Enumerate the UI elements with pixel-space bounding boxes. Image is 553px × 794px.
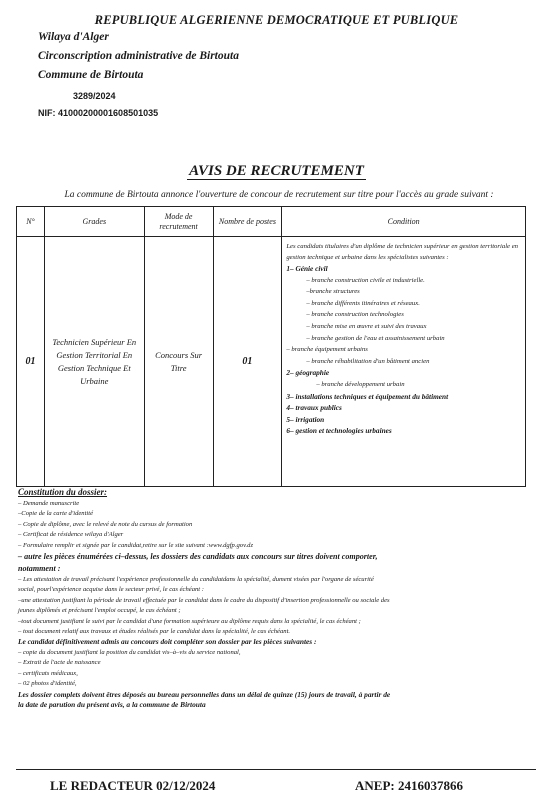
condition-item: 4– travaux publics: [286, 403, 342, 413]
deadline-line: la date de parution du présent avis, a la commune de Birtouta: [18, 699, 206, 709]
notamment-line: notamment :: [18, 564, 61, 574]
admis-item: – copie du document justifiant la position du candidat vis–à–vis du service national,: [18, 648, 241, 656]
header-mode: Mode de recrutement: [144, 207, 213, 237]
page-title: AVIS DE RECRUTEMENT: [189, 163, 364, 179]
row-condition: [282, 237, 526, 487]
header-num: N°: [17, 207, 45, 237]
dossier-section: [18, 486, 533, 710]
dossier-item: – Certificat de résidence wilaya d'Alger: [18, 531, 124, 539]
republic-heading: REPUBLIQUE ALGERIENNE DEMOCRATIQUE ET PUBLIQUE: [94, 13, 459, 27]
row-postes: 01: [213, 237, 282, 487]
condition-item: – branche construction civile et industrielle.: [306, 276, 425, 284]
notamment-item: – tout document relatif aux travaux et études réalisés par le candidat dans la spécialité, le cas échéant.: [18, 628, 291, 636]
footer-divider: [16, 769, 536, 770]
dossier-item: –Copie de la carte d'identité: [18, 510, 94, 518]
dossier-item: – Demande manuscrite: [18, 500, 80, 507]
condition-item: – branche équipement urbains: [286, 346, 368, 354]
condition-item: – branche développement urbain: [316, 380, 405, 388]
row-grade: Technicien Supérieur En Gestion Territorial En Gestion Technique Et Urbaine: [44, 237, 144, 487]
circonscription-line: Circonscription administrative de Birtouta: [38, 50, 239, 62]
footer-anep: ANEP: 2416037866: [355, 778, 463, 793]
condition-item: – branche réhabilitation d'un bâtiment ancien: [306, 357, 430, 365]
row-number: 01: [17, 237, 45, 487]
dossier-item: – Formulaire remplir et signée par le candidat,retire sur le site suivant :www.dgfp.gov.dz: [18, 541, 254, 549]
admis-heading: Le candidat définitivement admis au concours doit compléter son dossier par les pièces suivantes :: [18, 637, 317, 647]
commune-line: Commune de Birtouta: [38, 69, 144, 81]
admis-item: – Extrait de l'acte de naissance: [18, 659, 101, 667]
condition-item: – branche mise en œuvre et suivi des travaux: [306, 322, 427, 330]
header-grades: Grades: [44, 207, 144, 237]
condition-item: 1– Génie civil: [286, 264, 328, 273]
condition-item: 6– gestion et technologies urbaines: [286, 426, 392, 436]
table-row: [17, 237, 526, 487]
notamment-item: – Les attestation de travail précisant l'expérience professionnelle du candidatdans la spécialité, dument visées par l'organe de sécurité: [18, 576, 374, 584]
dossier-item: – Copie de diplôme, avec le relevé de note du cursus de formation: [18, 520, 193, 528]
admis-item: – certificats médicaux,: [18, 669, 78, 677]
admis-item: – 02 photos d'identité,: [18, 680, 77, 688]
header-postes: Nombre de postes: [213, 207, 282, 237]
condition-item: – branche construction technologies: [306, 311, 404, 319]
dossier-title: Constitution du dossier:: [18, 487, 108, 497]
condition-item: –branche structures: [306, 288, 360, 296]
recruitment-table: [16, 206, 526, 487]
autres-pieces-line: – autre les pièces énumérées ci–dessus, les dossiers des candidats aux concours sur titres doivent comporter,: [18, 552, 378, 562]
row-mode: Concours Sur Titre: [144, 237, 213, 487]
condition-item: 2– géographie: [286, 368, 330, 378]
reference-number: 3289/2024: [73, 91, 116, 101]
wilaya-line: Wilaya d'Alger: [38, 31, 109, 43]
nif-number: NIF: 41000200001608501035: [38, 108, 159, 118]
condition-item: 3– installations techniques et équipement du bâtiment: [286, 391, 449, 401]
table-header-row: [17, 207, 526, 237]
notamment-item: social, pourl'expérience acquise dans le secteur privé, le cas échéant :: [18, 586, 204, 594]
header-condition: Condition: [282, 207, 526, 237]
deadline-line: Les dossier complets doivent êtres déposés au bureau personnelles dans un délai de quinze (15) jours de travail, à partir de: [18, 689, 391, 699]
notamment-item: jeunes diplômés et précisant l'emploi occupé, le cas échéant ;: [18, 607, 181, 615]
condition-intro: Les candidats titulaires d'un diplôme de technicien supérieur en gestion territoriale en gestion technique et urbaine dans les spécialistes suivantes :: [286, 243, 519, 261]
condition-item: 5– irrigation: [286, 414, 325, 424]
condition-item: – branche différents itinéraires et réseaux.: [306, 299, 420, 307]
intro-text: La commune de Birtouta annonce l'ouverture de concour de recrutement sur titre pour l'accès au grade suivant :: [64, 190, 494, 200]
footer-redacteur: LE REDACTEUR 02/12/2024: [50, 778, 216, 793]
notamment-item: –tout document justifiant le suivi par le candidat d'une formation supérieure au diplôme requis dans la spécialité, le cas échéant ;: [18, 617, 361, 625]
notamment-item: –une attestation justifiant la période de travail effectuée par le candidat dans le cadre du dispositif d'insertion professionnelle ou sociale des: [18, 596, 390, 604]
condition-item: – branche gestion de l'eau et assainissement urbain: [306, 334, 445, 342]
